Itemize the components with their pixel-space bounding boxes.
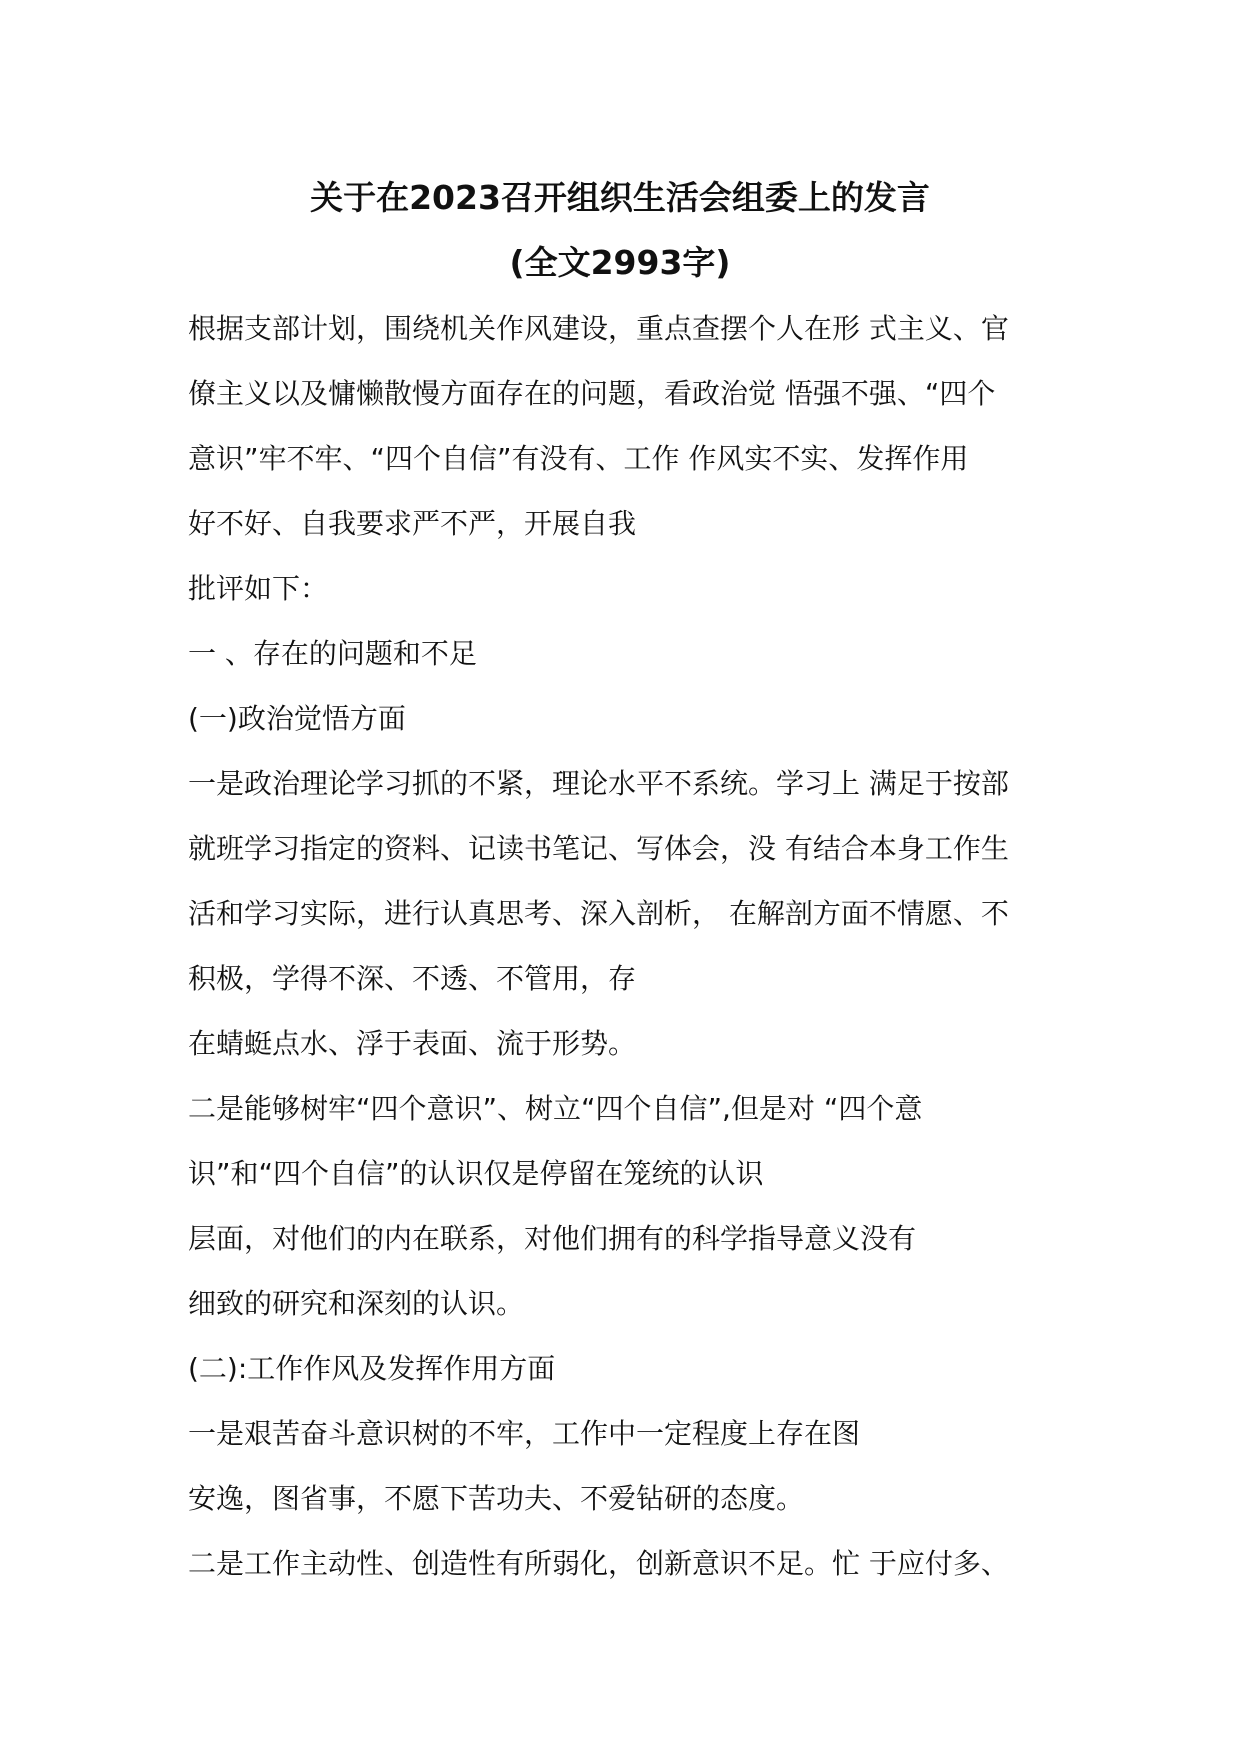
text-line: 安逸，图省事，不愿下苦功夫、不爱钻研的态度。 <box>188 1482 805 1515</box>
text-line: 活和学习实际，进行认真思考、深入剖析， 在解剖方面不情愿、不 <box>188 897 1009 930</box>
document-body <box>188 307 1068 1607</box>
text-line: 细致的研究和深刻的认识。 <box>188 1287 525 1320</box>
document-title: 关于在2023召开组织生活会组委上的发言 <box>310 178 930 217</box>
text-line: 二是能够树牢“四个意识”、树立“四个自信”,但是对 “四个意 <box>188 1092 923 1125</box>
text-line: 批评如下： <box>188 572 329 605</box>
text-line: 在蜻蜓点水、浮于表面、流于形势。 <box>188 1027 637 1060</box>
text-line: 僚主义以及慵懒散慢方面存在的问题，看政治觉 悟强不强、“四个 <box>188 377 996 410</box>
subsection-heading: (一)政治觉悟方面 <box>188 702 406 735</box>
text-line: 根据支部计划，围绕机关作风建设，重点查摆个人在形 式主义、官 <box>188 312 1009 345</box>
text-line: 好不好、自我要求严不严，开展自我 <box>188 507 637 540</box>
text-line: 一是政治理论学习抓的不紧，理论水平不系统。学习上 满足于按部 <box>188 767 1009 800</box>
section-heading: 一 、存在的问题和不足 <box>188 637 477 670</box>
text-line: 二是工作主动性、创造性有所弱化，创新意识不足。忙 于应付多、 <box>188 1547 1009 1580</box>
subsection-heading: (二):工作作风及发挥作用方面 <box>188 1352 556 1385</box>
text-line: 就班学习指定的资料、记读书笔记、写体会，没 有结合本身工作生 <box>188 832 1009 865</box>
text-line: 积极，学得不深、不透、不管用，存 <box>188 962 637 995</box>
text-line: 识”和“四个自信”的认识仅是停留在笼统的认识 <box>188 1157 764 1190</box>
text-line: 意识”牢不牢、“四个自信”有没有、工作 作风实不实、发挥作用 <box>188 442 969 475</box>
text-line: 层面，对他们的内在联系，对他们拥有的科学指导意义没有 <box>188 1222 917 1255</box>
text-line: 一是艰苦奋斗意识树的不牢，工作中一定程度上存在图 <box>188 1417 861 1450</box>
document-subtitle: (全文2993字) <box>509 243 731 282</box>
